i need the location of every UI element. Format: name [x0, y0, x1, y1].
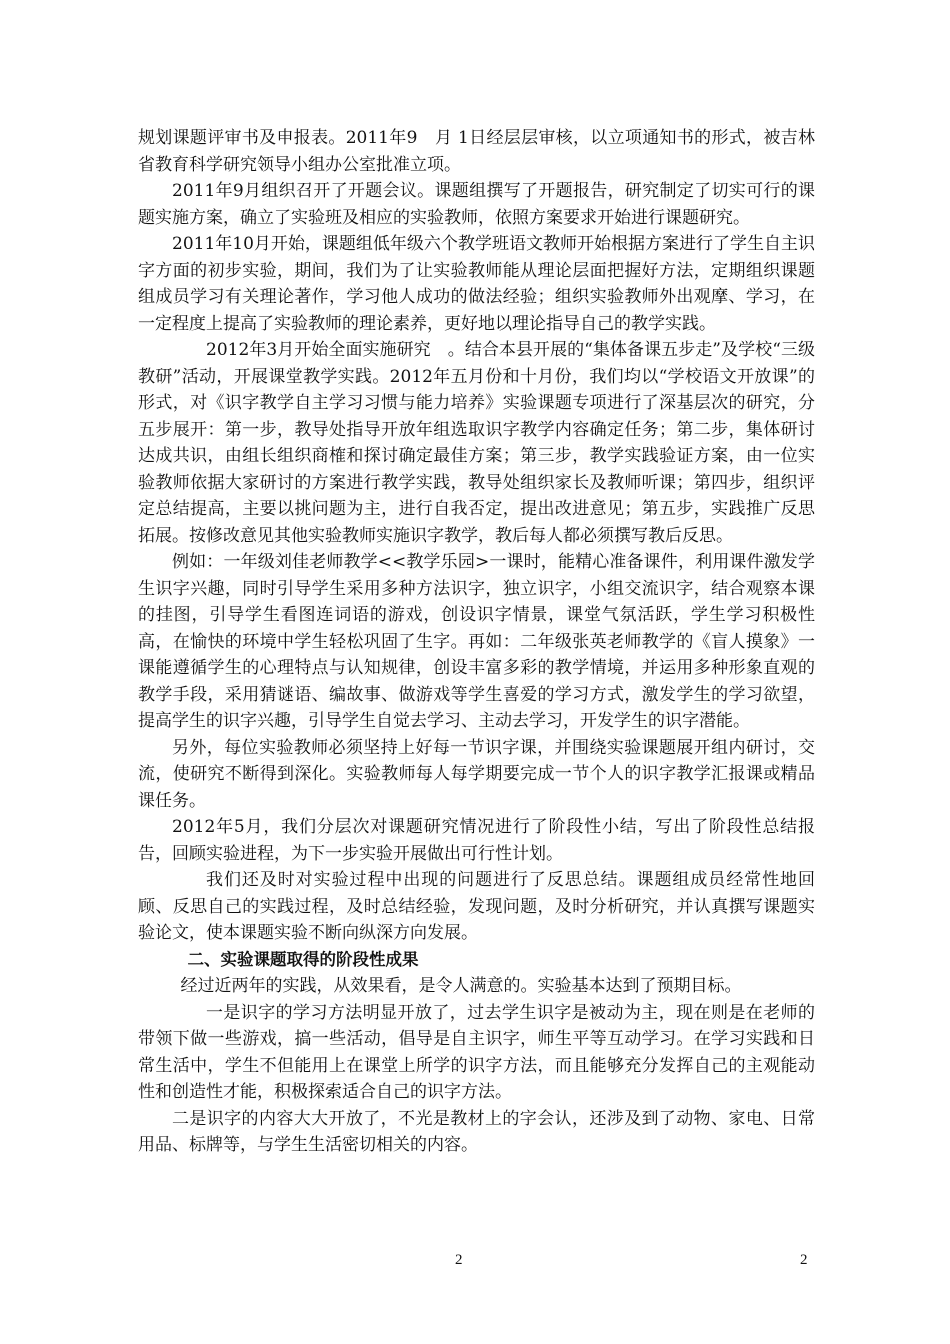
section-heading: 二、实验课题取得的阶段性成果	[187, 949, 419, 969]
document-body	[138, 125, 815, 1159]
paragraph: 例如：一年级刘佳老师教学<<教学乐园>一课时，能精心准备课件，利用课件激发学生识字兴趣，同时引导学生采用多种方法识字，独立识字，小组交流识字，结合观察本课的挂图，引导学生看图连词语的游戏，创设识字情景，课堂气氛活跃，学生学习积极性高，在愉快的环境中学生轻松巩固了生字。再如：二年级张英老师教学的《盲人摸象》一课能遵循学生的心理特点与认知规律，创设丰富多彩的教学情境，并运用多种形象直观的教学手段，采用猜谜语、编故事、做游戏等学生喜爱的学习方式，激发学生的学习欲望，提高学生的识字兴趣，引导学生自觉去学习、主动去学习，开发学生的识字潜能。	[138, 552, 815, 731]
paragraph: 2012年3月开始全面实施研究 。结合本县开展的“集体备课五步走”及学校“三级教研”活动，开展课堂教学实践。2012年五月份和十月份，我们均以“学校语文开放课”的形式，对《识字教学自主学习习惯与能力培养》实验课题专项进行了深基层次的研究，分五步展开：第一步，教导处指导开放年组选取识字教学内容确定任务；第二步，集体研讨达成共识，由组长组织商榷和探讨确定最佳方案；第三步，教学实践验证方案，由一位实验教师依据大家研讨的方案进行教学实践，教导处组织家长及教师听课；第四步，组织评定总结提高，主要以挑问题为主，进行自我否定，提出改进意见；第五步，实践推广反思拓展。按修改意见其他实验教师实施识字教学，教后每人都必须撰写教后反思。	[138, 340, 815, 546]
paragraph: 另外，每位实验教师必须坚持上好每一节识字课，并围绕实验课题展开组内研讨，交流，使研究不断得到深化。实验教师每人每学期要完成一节个人的识字教学汇报课或精品课任务。	[138, 737, 815, 811]
paragraph: 我们还及时对实验过程中出现的问题进行了反思总结。课题组成员经常性地回顾、反思自己的实践过程，及时总结经验，发现问题，及时分析研究，并认真撰写课题实验论文，使本课题实验不断向纵深方向发展。	[138, 870, 815, 943]
paragraph: 经过近两年的实践，从效果看，是令人满意的。实验基本达到了预期目标。	[180, 976, 742, 996]
page-number: 2	[455, 1252, 463, 1268]
paragraph: 二是识字的内容大大开放了，不光是教材上的字会认，还涉及到了动物、家电、日常用品、标牌等，与学生生活密切相关的内容。	[138, 1108, 815, 1155]
paragraph: 2012年5月，我们分层次对课题研究情况进行了阶段性小结，写出了阶段性总结报告，回顾实验进程，为下一步实验开展做出可行性计划。	[138, 817, 815, 864]
paragraph: 2011年10月开始，课题组低年级六个教学班语文教师开始根据方案进行了学生自主识字方面的初步实验，期间，我们为了让实验教师能从理论层面把握好方法，定期组织课题组成员学习有关理论著作，学习他人成功的做法经验；组织实验教师外出观摩、学习，在一定程度上提高了实验教师的理论素养，更好地以理论指导自己的教学实践。	[138, 234, 815, 334]
paragraph: 2011年9月组织召开了开题会议。课题组撰写了开题报告，研究制定了切实可行的课题实施方案，确立了实验班及相应的实验教师，依照方案要求开始进行课题研究。	[138, 181, 815, 228]
paragraph: 一是识字的学习方法明显开放了，过去学生识字是被动为主，现在则是在老师的带领下做一些游戏，搞一些活动，倡导是自主识字，师生平等互动学习。在学习实践和日常生活中，学生不但能用上在课堂上所学的识字方法，而且能够充分发挥自己的主观能动性和创造性才能，积极探索适合自己的识字方法。	[138, 1002, 815, 1102]
page-number: 2	[800, 1252, 808, 1268]
paragraph: 规划课题评审书及申报表。2011年9 月 1日经层层审核，以立项通知书的形式，被吉林省教育科学研究领导小组办公室批准立项。	[138, 128, 815, 175]
